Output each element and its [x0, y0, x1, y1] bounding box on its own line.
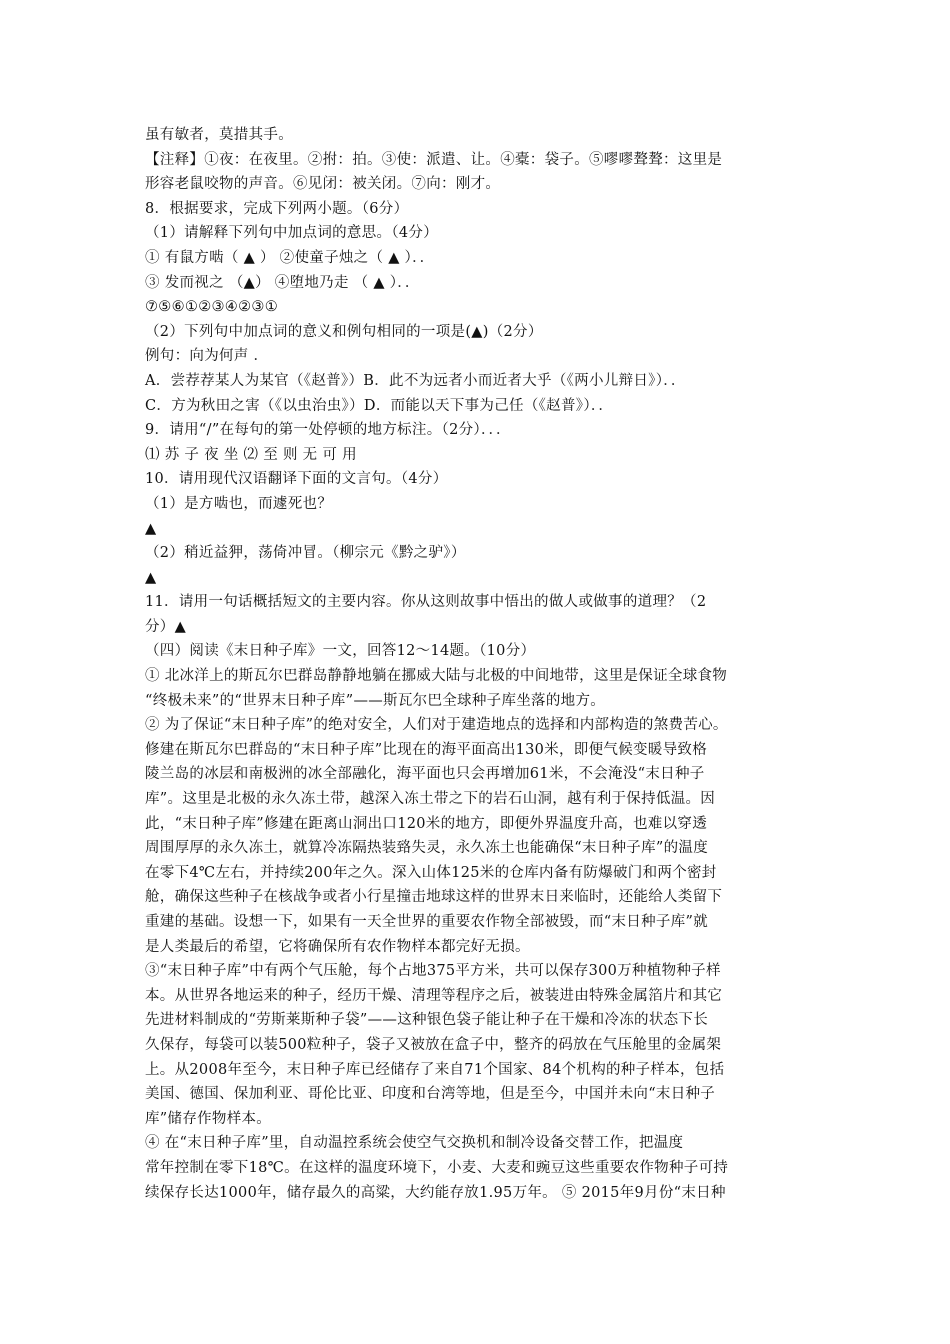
question-9-heading: 9．请用“/”在每句的第一处停顿的地方标注。（2分）．．． [145, 422, 511, 439]
answer-placeholder: ▲ [145, 520, 157, 537]
question-10-part-1: （1）是方啮也，而遽死也？ [145, 495, 333, 512]
question-9-items: ⑴ 苏 子 夜 坐 ⑵ 至 则 无 可 用 [145, 446, 357, 463]
paragraph-2: 库”。这里是北极的永久冻土带，越深入冻土带之下的岩石山洞，越有利于保持低温。因 [145, 791, 716, 808]
paragraph-3: 上。从2008年至今，末日种子库已经储存了来自71个国家、84个机构的种子样本，包括 [145, 1061, 725, 1078]
answer-placeholder: ▲ [145, 569, 157, 586]
question-8-heading: 8．根据要求，完成下列两小题。（6分） [145, 200, 409, 217]
section-4-heading: （四）阅读《末日种子库》一文，回答12～14题。（10分） [145, 643, 536, 660]
question-11-continued: 分）▲ [145, 618, 187, 635]
option-line: A．尝荐荐某人为某官（《赵普》）B．此不为远者小而近者大乎（《两小儿辩日》）．． [145, 372, 686, 389]
document-body [145, 123, 825, 1205]
paragraph-2: 周围厚厚的永久冻土，就算冷冻隔热装臵失灵，永久冻土也能确保“末日种子库”的温度 [145, 840, 709, 857]
paragraph-3: 库”储存作物样本。 [145, 1110, 272, 1127]
paragraph-1: ① 北冰洋上的斯瓦尔巴群岛静静地躺在挪威大陆与北极的中间地带，这里是保证全球食物 [145, 668, 728, 685]
paragraph-4: 常年控制在零下18℃。在这样的温度环境下，小麦、大麦和豌豆这些重要农作物种子可持 [145, 1159, 729, 1176]
annotation-line: 形容老鼠咬物的声音。⑥见闭：被关闭。⑦向：刚才。 [145, 176, 501, 193]
question-8-item: ① 有鼠方啮（ ▲ ） ②使童子烛之（ ▲ ）．． [145, 249, 435, 266]
paragraph-2: 重建的基础。设想一下，如果有一天全世界的重要农作物全部被毁，而“末日种子库”就 [145, 914, 709, 930]
question-8-part-2: （2）下列句中加点词的意义和例句相同的一项是(▲)（2分） [145, 323, 543, 340]
question-11-heading: 11．请用一句话概括短文的主要内容。你从这则故事中悟出的做人或做事的道理？（2 [145, 594, 707, 611]
paragraph-2: 在零下4℃左右，并持续200年之久。深入山体125米的仓库内备有防爆破门和两个密封 [145, 864, 717, 881]
question-8-item: ⑦⑤⑥①②③④②③① [145, 299, 278, 316]
annotation-line: 【注释】①夜：在夜里。②拊：拍。③使：派遣、让。④橐：袋子。⑤嘐嘐聱聱：这里是 [145, 151, 723, 168]
paragraph-2: ② 为了保证“末日种子库”的绝对安全，人们对于建造地点的选择和内部构造的煞费苦心。 [145, 717, 728, 734]
paragraph-2: 舱，确保这些种子在核战争或者小行星撞击地球这样的世界末日来临时，还能给人类留下 [145, 889, 723, 906]
option-line: C．方为秋田之害（《以虫治虫》）D．而能以天下事为己任（《赵普》）．． [145, 397, 614, 414]
paragraph-2: 修建在斯瓦尔巴群岛的“末日种子库”比现在的海平面高出130米，即便气候变暖导致格 [145, 741, 707, 758]
question-10-heading: 10．请用现代汉语翻译下面的文言句。（4分） [145, 471, 448, 488]
question-8-item: ③ 发而视之 （▲） ④堕地乃走 （ ▲ ）．． [145, 274, 420, 291]
question-8-part-1: （1）请解释下列句中加点词的意思。（4分） [145, 225, 438, 242]
paragraph-3: 久保存，每袋可以装500粒种子，袋子又被放在盒子中，整齐的码放在气压舱里的金属架 [145, 1036, 722, 1053]
paragraph-4: 续保存长达1000年，储存最久的高粱，大约能存放1.95万年。 ⑤ 2015年9月份“末日种 [145, 1184, 726, 1201]
paragraph-2: 是人类最后的希望，它将确保所有农作物样本都完好无损。 [145, 938, 530, 955]
paragraph-1: “终极未来”的“世界末日种子库”——斯瓦尔巴全球种子库坐落的地方。 [145, 692, 606, 709]
paragraph-3: 本。从世界各地运来的种子，经历干燥、清理等程序之后，被装进由特殊金属箔片和其它 [145, 987, 723, 1004]
paragraph-2: 此，“末日种子库”修建在距离山洞出口120米的地方，即便外界温度升高，也难以穿透 [145, 815, 707, 832]
paragraph-4: ④ 在“末日种子库”里，自动温控系统会使空气交换机和制冷设备交替工作，把温度 [145, 1135, 684, 1152]
example-sentence: 例句：向为何声 ． [145, 348, 269, 365]
paragraph-2: 陵兰岛的冰层和南极洲的冰全部融化，海平面也只会再增加61米，不会淹没“末日种子 [145, 766, 705, 783]
paragraph-3: ③“末日种子库”中有两个气压舱，每个占地375平方米，共可以保存300万种植物种子样 [145, 963, 721, 980]
text-line: 虽有敏者，莫措其手。 [145, 127, 293, 143]
paragraph-3: 美国、德国、保加利亚、哥伦比亚、印度和台湾等地，但是至今，中国并未向“末日种子 [145, 1086, 716, 1103]
paragraph-3: 先进材料制成的“劳斯莱斯种子袋”——这种银色袋子能让种子在干燥和冷冻的状态下长 [145, 1012, 709, 1029]
question-10-part-2: （2）稍近益狎，荡倚冲冒。（柳宗元《黔之驴》） [145, 545, 466, 562]
